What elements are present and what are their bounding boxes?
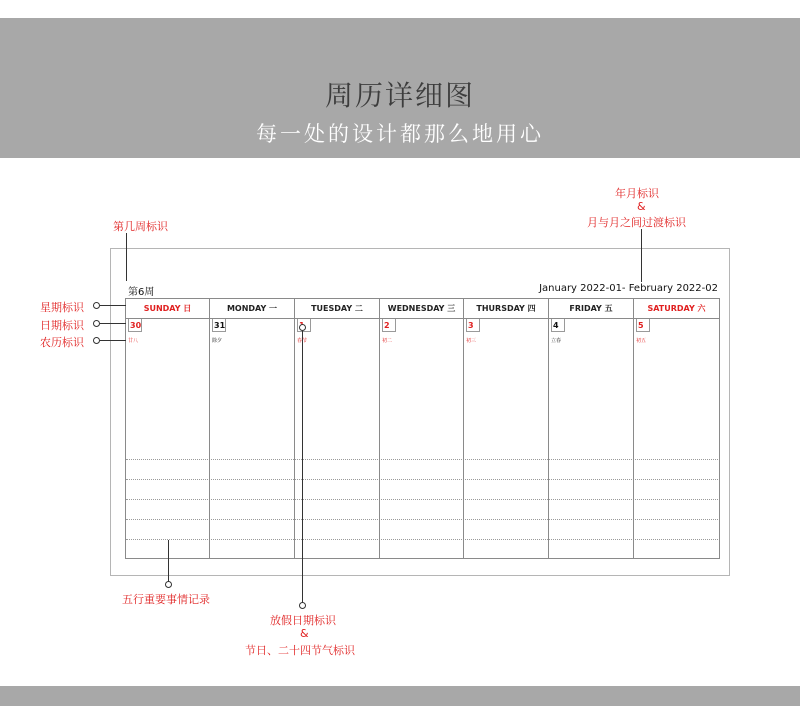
annotation-lunar: 农历标识 (40, 336, 84, 349)
banner-title: 周历详细图 (324, 79, 475, 112)
annotation-amp-1: & (637, 200, 646, 213)
day-column (549, 299, 634, 558)
lunar-date: 廿八 (128, 338, 139, 344)
date-box: 4 (551, 319, 565, 332)
date-box: 5 (636, 319, 650, 332)
lunar-date: 初三 (466, 338, 477, 344)
marker-dot (299, 602, 306, 609)
day-column (464, 299, 549, 558)
weekday-header: SATURDAY 六 (634, 299, 719, 319)
leader-five-rows (168, 540, 169, 582)
annotation-holiday: 放假日期标识 (270, 614, 336, 627)
annotation-year-month: 年月标识 (615, 187, 659, 200)
leader-year-month (641, 229, 642, 282)
annotation-weekday: 星期标识 (40, 301, 84, 314)
annotation-month-transition: 月与月之间过渡标识 (587, 216, 686, 229)
weekday-header: SUNDAY 日 (126, 299, 209, 319)
marker-dot (93, 320, 100, 327)
weekday-header: MONDAY 一 (210, 299, 294, 319)
day-column (295, 299, 380, 558)
annotation-festival: 节日、二十四节气标识 (245, 644, 355, 657)
annotation-date: 日期标识 (40, 319, 84, 332)
marker-dot (93, 302, 100, 309)
day-column (634, 299, 720, 558)
leader-week-number (126, 233, 127, 281)
grid-bottom-border (126, 558, 720, 559)
weekday-header: THURSDAY 四 (464, 299, 548, 319)
month-range-label: January 2022-01- February 2022-02 (539, 283, 718, 294)
date-box: 30 (130, 321, 142, 330)
day-column (380, 299, 464, 558)
date-box: 2 (382, 319, 396, 332)
lunar-date: 初二 (382, 338, 393, 344)
lunar-date: 除夕 (212, 338, 223, 344)
marker-dot (93, 337, 100, 344)
lunar-date: 春节 (297, 338, 308, 344)
annotation-amp-2: & (300, 627, 309, 640)
leader-holiday (302, 331, 303, 604)
annotation-week-number: 第几周标识 (113, 220, 168, 233)
leader-date (100, 323, 126, 324)
day-column (210, 299, 295, 558)
weekday-header: TUESDAY 二 (295, 299, 379, 319)
annotation-five-rows: 五行重要事情记录 (122, 593, 210, 606)
lunar-date: 初五 (636, 338, 647, 344)
footer-bar (0, 686, 800, 706)
lunar-date: 立春 (551, 338, 562, 344)
leader-lunar (100, 340, 126, 341)
marker-dot (299, 324, 306, 331)
day-column (126, 299, 210, 558)
date-box: 31 (214, 321, 226, 330)
weekday-header: WEDNESDAY 三 (380, 299, 463, 319)
header-banner (0, 18, 800, 158)
weekday-header: FRIDAY 五 (549, 299, 633, 319)
date-box: 3 (466, 319, 480, 332)
marker-dot (165, 581, 172, 588)
leader-weekday (100, 305, 126, 306)
banner-subtitle: 每一处的设计都那么地用心 (256, 122, 544, 146)
week-number-label: 第6周 (128, 287, 155, 298)
week-grid (125, 298, 720, 559)
